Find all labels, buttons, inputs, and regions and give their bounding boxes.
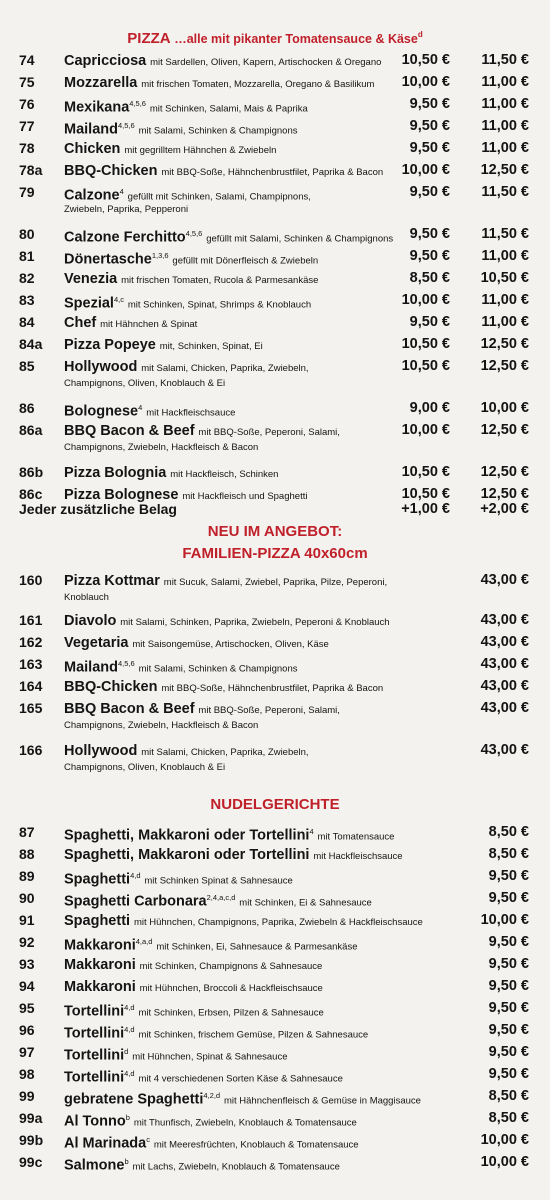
noodle-item-number: 99b	[19, 1132, 44, 1148]
pizza-item-description	[64, 312, 394, 335]
pizza-item-row	[0, 160, 550, 182]
pizza-item-ingredients: mit frischen Tomaten, Rucola & Parmesankäse	[121, 275, 319, 286]
pizza-item-price-large: 12,50 €	[480, 422, 529, 438]
pizza-item-price-small: 8,50 €	[409, 270, 450, 286]
noodle-item-number: 92	[19, 934, 35, 950]
pizza-item-price-large: 11,00 €	[481, 292, 529, 308]
pizza-item-ingredients: mit Hackfleisch und Spaghetti	[182, 491, 308, 502]
noodle-item-ingredients: mit Hackfleischsauce	[313, 851, 403, 862]
noodle-item-number: 94	[19, 978, 35, 994]
pizza-item-row	[0, 268, 550, 290]
pizza-item-number: 82	[19, 270, 35, 286]
noodle-item-ingredients: mit Lachs, Zwiebeln, Knoblauch & Tomatensauce	[132, 1161, 340, 1173]
noodle-item-number: 99	[19, 1088, 35, 1104]
pizza-item-number: 79	[19, 184, 35, 200]
family-pizza-new-offer-title: NEU IM ANGEBOT:	[207, 523, 343, 540]
pizza-item-name: Pizza Bolognese	[64, 487, 179, 503]
extra-topping-price-small: +1,00 €	[401, 501, 450, 517]
pizza-item-price-large: 12,50 €	[480, 336, 529, 352]
family-pizza-item-allergen-codes: 4,5,6	[117, 659, 135, 668]
noodle-item-row	[0, 976, 550, 998]
noodle-item-price-large: 10,00 €	[480, 912, 529, 928]
family-pizza-item-name: Diavolo	[64, 613, 117, 629]
family-pizza-item-number: 166	[19, 742, 43, 758]
noodle-item-row	[0, 954, 550, 976]
pizza-item-name: Pizza Popeye	[64, 337, 156, 353]
family-pizza-item-description	[64, 676, 394, 699]
pizza-item-row	[0, 246, 550, 268]
noodle-item-row	[0, 1130, 550, 1152]
noodle-item-allergen-codes: 4,d	[124, 1003, 135, 1012]
noodle-item-price-large: 8,50 €	[488, 1088, 529, 1104]
pizza-item-number: 81	[19, 248, 35, 264]
noodle-item-price-large: 9,50 €	[488, 934, 529, 950]
noodle-item-price-large: 9,50 €	[488, 978, 529, 994]
noodle-item-name: Spaghetti	[64, 913, 131, 929]
pizza-item-price-small: 9,50 €	[409, 140, 450, 156]
noodle-item-number: 99a	[19, 1110, 43, 1126]
pizza-item-description	[64, 334, 394, 357]
family-pizza-item-price-large: 43,00 €	[480, 634, 529, 650]
noodle-item-allergen-codes: 4,2,d	[203, 1091, 221, 1100]
noodle-item-price-large: 9,50 €	[488, 1066, 529, 1082]
pizza-item-description	[64, 356, 394, 379]
pizza-item-name: Venezia	[64, 271, 118, 287]
family-pizza-item-row	[0, 676, 550, 698]
noodle-item-allergen-codes: 4	[309, 827, 314, 836]
family-pizza-item-price-large: 43,00 €	[480, 700, 529, 716]
pizza-item-ingredients: mit Salami, Schinken & Champignons	[138, 125, 298, 137]
noodle-item-price-large: 10,00 €	[480, 1154, 529, 1170]
noodle-item-row	[0, 998, 550, 1020]
family-pizza-item-number: 164	[19, 678, 43, 694]
pizza-item-number: 80	[19, 226, 35, 242]
noodle-item-ingredients: mit Thunfisch, Zwiebeln, Knoblauch & Tomatensauce	[133, 1117, 357, 1129]
family-pizza-item-ingredients: mit Salami, Chicken, Paprika, Zwiebeln,	[141, 747, 309, 758]
family-pizza-item-description	[64, 570, 394, 593]
family-pizza-item-name: Vegetaria	[64, 635, 129, 651]
pizza-item-price-large: 12,50 €	[480, 486, 529, 502]
pizza-item-price-small: 9,50 €	[409, 248, 450, 264]
pizza-item-description	[64, 462, 394, 485]
pizza-item-name: Chicken	[64, 141, 121, 157]
pizza-item-number: 77	[19, 118, 35, 134]
noodle-item-price-large: 9,50 €	[488, 868, 529, 884]
family-pizza-item-description	[64, 740, 394, 763]
noodle-item-allergen-codes: d	[124, 1047, 129, 1056]
pizza-item-description	[64, 138, 394, 161]
pizza-item-price-small: 9,50 €	[409, 184, 450, 200]
noodle-item-name: Tortellini	[64, 1003, 125, 1020]
pizza-item-description	[64, 72, 394, 95]
noodle-item-allergen-codes: 4,a,d	[135, 937, 153, 946]
family-pizza-item-number: 160	[19, 572, 43, 588]
family-pizza-item-price-large: 43,00 €	[480, 572, 529, 588]
pizza-item-allergen-codes: 1,3,6	[151, 251, 169, 260]
pizza-item-number: 86c	[19, 486, 43, 502]
noodle-item-row	[0, 866, 550, 888]
noodle-item-number: 96	[19, 1022, 35, 1038]
noodle-item-name: Makkaroni	[64, 979, 136, 995]
pizza-item-price-small: 9,50 €	[409, 96, 450, 112]
noodle-item-allergen-codes: b	[125, 1113, 130, 1122]
pizza-item-name: Mexikana	[64, 99, 130, 116]
noodle-item-number: 93	[19, 956, 35, 972]
pizza-item-price-large: 11,50 €	[481, 52, 529, 68]
noodle-item-price-large: 8,50 €	[488, 846, 529, 862]
pizza-item-price-small: 10,00 €	[401, 292, 450, 308]
noodle-item-name: Al Marinada	[64, 1135, 147, 1152]
noodle-item-number: 99c	[19, 1154, 43, 1170]
pizza-item-number: 86b	[19, 464, 44, 480]
pizza-item-price-large: 10,50 €	[480, 270, 529, 286]
pizza-item-description	[64, 160, 394, 183]
family-pizza-item-ingredients: mit Salami, Schinken, Paprika, Zwiebeln, Peperoni & Knoblauch	[120, 617, 390, 628]
pizza-item-row	[0, 420, 550, 442]
pizza-item-ingredients: mit Hähnchen & Spinat	[100, 319, 198, 330]
noodle-item-row	[0, 1152, 550, 1174]
noodle-item-ingredients: mit Schinken Spinat & Sahnesauce	[144, 875, 293, 887]
family-pizza-item-row	[0, 610, 550, 632]
pizza-item-number: 86	[19, 400, 35, 416]
noodle-item-row	[0, 1020, 550, 1042]
noodle-item-row	[0, 1108, 550, 1130]
pizza-item-row	[0, 312, 550, 334]
pizza-item-allergen-codes: 4,5,6	[129, 99, 146, 108]
noodle-item-name: Al Tonno	[64, 1113, 126, 1130]
pizza-item-price-large: 12,50 €	[480, 358, 529, 374]
pizza-item-ingredients: mit, Schinken, Spinat, Ei	[159, 341, 263, 352]
noodle-item-number: 98	[19, 1066, 35, 1082]
pizza-item-number: 74	[19, 52, 35, 68]
family-pizza-item-description	[64, 610, 394, 633]
noodle-item-number: 87	[19, 824, 35, 840]
family-pizza-item-description	[64, 698, 394, 721]
pizza-item-ingredients: mit frischen Tomaten, Mozzarella, Oregano & Basilikum	[141, 79, 375, 90]
noodle-item-name: Salmone	[64, 1157, 125, 1174]
pizza-item-number: 84a	[19, 336, 43, 352]
family-pizza-item-ingredients: mit Sucuk, Salami, Zwiebel, Paprika, Pilze, Peperoni,	[163, 577, 388, 588]
family-pizza-item-row	[0, 698, 550, 720]
noodle-item-name: Spaghetti, Makkaroni oder Tortellini	[64, 827, 310, 844]
pizza-item-price-large: 11,00 €	[481, 96, 529, 112]
pizza-item-name: Calzone	[64, 187, 120, 204]
noodle-item-description	[64, 844, 403, 867]
noodle-item-name: gebratene Spaghetti	[64, 1091, 204, 1108]
pizza-section-title	[0, 30, 550, 47]
family-pizza-item-name: Hollywood	[64, 743, 138, 759]
pizza-item-ingredients-continued: Champignons, Zwiebeln, Hackfleisch & Bacon	[64, 442, 259, 453]
pizza-subtitle: …alle mit pikanter Tomatensauce & Käse	[174, 32, 418, 46]
family-pizza-item-number: 165	[19, 700, 43, 716]
pizza-item-price-small: 9,00 €	[409, 400, 450, 416]
pizza-item-ingredients-continued: Zwiebeln, Paprika, Pepperoni	[64, 204, 189, 215]
noodle-item-name: Spaghetti, Makkaroni oder Tortellini	[64, 847, 310, 863]
pizza-item-allergen-codes: 4,5,6	[117, 121, 135, 130]
pizza-item-price-small: 9,50 €	[409, 314, 450, 330]
family-pizza-item-ingredients-continued: Champignons, Zwiebeln, Hackfleisch & Bacon	[64, 720, 259, 731]
noodle-item-number: 89	[19, 868, 35, 884]
noodle-item-ingredients: mit 4 verschiedenen Sorten Käse & Sahnesauce	[138, 1073, 343, 1085]
pizza-item-row	[0, 138, 550, 160]
family-pizza-item-price-large: 43,00 €	[480, 742, 529, 758]
pizza-item-number: 75	[19, 74, 35, 90]
pizza-item-name: Capricciosa	[64, 53, 147, 69]
noodle-item-row	[0, 910, 550, 932]
pizza-item-row	[0, 462, 550, 484]
noodle-item-description	[64, 954, 394, 977]
pizza-item-allergen-codes: 4,c	[113, 295, 124, 304]
noodle-item-number: 97	[19, 1044, 35, 1060]
pizza-subtitle-sup: d	[417, 30, 423, 39]
pizza-item-number: 86a	[19, 422, 43, 438]
pizza-item-name: Bolognese	[64, 403, 139, 420]
pizza-item-price-small: 10,50 €	[401, 52, 450, 68]
extra-topping-price-large: +2,00 €	[480, 501, 529, 517]
pizza-item-number: 78	[19, 140, 35, 156]
family-pizza-item-ingredients: mit BBQ-Soße, Hähnchenbrustfilet, Paprika & Bacon	[161, 683, 384, 694]
noodle-item-description	[64, 976, 394, 999]
extra-topping-label: Jeder zusätzliche Belag	[19, 501, 177, 517]
pizza-item-allergen-codes: 4	[138, 403, 143, 412]
pizza-item-row	[0, 94, 550, 116]
pizza-item-price-large: 11,00 €	[481, 248, 529, 264]
noodle-item-price-large: 9,50 €	[488, 1044, 529, 1060]
pizza-item-allergen-codes: 4,5,6	[185, 229, 203, 238]
family-pizza-item-price-large: 43,00 €	[480, 612, 529, 628]
noodle-item-name: Tortellini	[64, 1047, 125, 1064]
pizza-item-price-small: 10,50 €	[401, 464, 450, 480]
pizza-item-price-small: 10,00 €	[401, 74, 450, 90]
pizza-item-ingredients-continued: Champignons, Oliven, Knoblauch & Ei	[64, 378, 226, 389]
family-pizza-item-number: 163	[19, 656, 43, 672]
pizza-item-price-large: 11,50 €	[481, 184, 529, 200]
family-pizza-item-row	[0, 570, 550, 592]
noodle-item-allergen-codes: 2,4,a,c,d	[206, 893, 236, 902]
pizza-item-ingredients: mit Hackfleisch, Schinken	[170, 469, 279, 480]
pizza-item-price-large: 12,50 €	[480, 464, 529, 480]
noodle-item-ingredients: mit Hühnchen, Broccoli & Hackfleischsauce	[139, 983, 323, 994]
noodle-item-allergen-codes: 4,d	[124, 1069, 135, 1078]
pizza-item-ingredients: gefüllt mit Schinken, Salami, Champipnons,	[127, 191, 311, 203]
family-pizza-item-price-large: 43,00 €	[480, 656, 529, 672]
pizza-item-name: Chef	[64, 315, 97, 331]
pizza-item-number: 78a	[19, 162, 43, 178]
noodle-item-ingredients: mit Schinken, Champignons & Sahnesauce	[139, 961, 323, 972]
noodle-item-ingredients: mit Hühnchen, Champignons, Paprika, Zwiebeln & Hackfleischsauce	[133, 917, 423, 928]
pizza-item-price-small: 10,00 €	[401, 422, 450, 438]
noodle-item-price-large: 8,50 €	[488, 824, 529, 840]
pizza-item-row	[0, 224, 550, 246]
noodle-item-allergen-codes: c	[146, 1135, 150, 1144]
noodle-item-ingredients: mit Hähnchenfleisch & Gemüse in Maggisauce	[223, 1095, 421, 1107]
pizza-title: PIZZA	[127, 30, 171, 47]
pizza-item-name: BBQ Bacon & Beef	[64, 423, 195, 439]
extra-topping-row	[0, 499, 550, 521]
pizza-item-description	[64, 268, 394, 291]
noodle-item-ingredients: mit Tomatensauce	[317, 831, 395, 843]
pizza-item-price-small: 9,50 €	[409, 226, 450, 242]
noodle-item-ingredients: mit Schinken, frischem Gemüse, Pilzen & Sahnesauce	[138, 1029, 369, 1041]
noodle-item-number: 88	[19, 846, 35, 862]
pizza-item-price-small: 10,00 €	[401, 162, 450, 178]
family-pizza-item-name: Pizza Kottmar	[64, 573, 160, 589]
noodle-item-number: 90	[19, 890, 35, 906]
noodle-item-row	[0, 932, 550, 954]
pizza-item-row	[0, 72, 550, 94]
pizza-item-price-large: 12,50 €	[480, 162, 529, 178]
family-pizza-title: FAMILIEN-PIZZA 40x60cm	[182, 545, 368, 562]
noodle-item-row	[0, 1086, 550, 1108]
noodle-item-price-large: 8,50 €	[488, 1110, 529, 1126]
family-pizza-item-price-large: 43,00 €	[480, 678, 529, 694]
pizza-item-ingredients: mit Salami, Chicken, Paprika, Zwiebeln,	[141, 363, 309, 374]
pizza-item-price-large: 11,00 €	[481, 74, 529, 90]
pizza-item-description	[64, 420, 394, 443]
pizza-item-name: Mozzarella	[64, 75, 138, 91]
noodle-item-name: Tortellini	[64, 1069, 125, 1086]
family-pizza-item-row	[0, 632, 550, 654]
noodle-item-name: Spaghetti	[64, 871, 131, 888]
noodle-item-row	[0, 888, 550, 910]
noodle-item-ingredients: mit Meeresfrüchten, Knoblauch & Tomatensauce	[153, 1139, 359, 1151]
family-pizza-item-number: 162	[19, 634, 43, 650]
pizza-item-ingredients: mit Sardellen, Oliven, Kapern, Artischocken & Oregano	[150, 57, 382, 68]
pizza-item-description	[64, 50, 394, 73]
noodle-item-description	[64, 910, 423, 933]
family-pizza-item-ingredients-continued: Champignons, Oliven, Knoblauch & Ei	[64, 762, 226, 773]
pizza-item-ingredients: gefüllt mit Salami, Schinken & Champignons	[206, 233, 394, 245]
pizza-item-price-small: 10,50 €	[401, 486, 450, 502]
pizza-item-ingredients: mit BBQ-Soße, Hähnchenbrustfilet, Paprika & Bacon	[161, 167, 384, 178]
pizza-item-name: BBQ-Chicken	[64, 163, 158, 179]
pizza-item-ingredients: mit Schinken, Salami, Mais & Paprika	[149, 103, 308, 115]
pizza-item-number: 83	[19, 292, 35, 308]
pizza-item-ingredients: mit gegrilltem Hähnchen & Zwiebeln	[124, 145, 277, 156]
pizza-item-price-small: 10,50 €	[401, 336, 450, 352]
family-pizza-item-ingredients: mit Salami, Schinken & Champignons	[138, 663, 298, 675]
family-pizza-item-description	[64, 632, 394, 655]
pizza-item-ingredients: mit BBQ-Soße, Peperoni, Salami,	[198, 427, 340, 438]
noodle-item-allergen-codes: 4,d	[130, 871, 141, 880]
family-pizza-item-name: BBQ Bacon & Beef	[64, 701, 195, 717]
noodle-item-row	[0, 822, 550, 844]
noodle-item-price-large: 9,50 €	[488, 956, 529, 972]
pizza-item-ingredients: mit Schinken, Spinat, Shrimps & Knoblauch	[127, 299, 312, 311]
noodle-item-name: Makkaroni	[64, 957, 136, 973]
noodle-item-price-large: 9,50 €	[488, 1000, 529, 1016]
pizza-item-name: Dönertasche	[64, 251, 152, 268]
pizza-item-price-large: 11,00 €	[481, 118, 529, 134]
pizza-item-price-large: 11,50 €	[481, 226, 529, 242]
pizza-item-row	[0, 116, 550, 138]
pizza-item-row	[0, 334, 550, 356]
noodle-item-row	[0, 1042, 550, 1064]
noodles-section-title: NUDELGERICHTE	[210, 796, 340, 813]
noodle-item-ingredients: mit Schinken, Erbsen, Pilzen & Sahnesauce	[138, 1007, 324, 1019]
pizza-item-name: Mailand	[64, 121, 118, 138]
pizza-item-price-large: 11,00 €	[481, 314, 529, 330]
noodle-item-row	[0, 1064, 550, 1086]
family-pizza-item-row	[0, 654, 550, 676]
family-pizza-item-ingredients-continued: Knoblauch	[64, 592, 109, 603]
noodle-item-name: Spaghetti Carbonara	[64, 893, 207, 910]
pizza-item-price-large: 11,00 €	[481, 140, 529, 156]
pizza-item-number: 76	[19, 96, 35, 112]
pizza-item-price-large: 10,00 €	[480, 400, 529, 416]
family-pizza-item-number: 161	[19, 612, 43, 628]
pizza-item-price-small: 9,50 €	[409, 118, 450, 134]
pizza-item-ingredients: gefüllt mit Dönerfleisch & Zwiebeln	[172, 255, 319, 267]
pizza-item-ingredients: mit Hackfleischsauce	[146, 407, 236, 419]
pizza-item-name: Hollywood	[64, 359, 138, 375]
noodle-item-ingredients: mit Schinken, Ei & Sahnesauce	[239, 897, 372, 909]
family-pizza-item-name: Mailand	[64, 659, 118, 676]
pizza-item-row	[0, 290, 550, 312]
pizza-item-number: 84	[19, 314, 35, 330]
noodle-item-number: 91	[19, 912, 35, 928]
family-pizza-item-ingredients: mit Saisongemüse, Artischocken, Oliven, Käse	[132, 639, 329, 650]
noodle-item-name: Tortellini	[64, 1025, 125, 1042]
pizza-item-name: Spezial	[64, 295, 114, 312]
noodle-item-allergen-codes: b	[124, 1157, 129, 1166]
pizza-item-row	[0, 50, 550, 72]
pizza-item-name: Calzone Ferchitto	[64, 229, 186, 246]
family-pizza-item-name: BBQ-Chicken	[64, 679, 158, 695]
pizza-item-name: Pizza Bolognia	[64, 465, 167, 481]
pizza-item-allergen-codes: 4	[119, 187, 124, 196]
pizza-item-row	[0, 182, 550, 204]
noodle-item-ingredients: mit Hühnchen, Spinat & Sahnesauce	[132, 1051, 288, 1063]
noodle-item-row	[0, 844, 550, 866]
family-pizza-item-ingredients: mit BBQ-Soße, Peperoni, Salami,	[198, 705, 340, 716]
pizza-item-price-small: 10,50 €	[401, 358, 450, 374]
noodle-item-description	[64, 1152, 394, 1178]
noodle-item-price-large: 10,00 €	[480, 1132, 529, 1148]
noodle-item-name: Makkaroni	[64, 937, 136, 954]
pizza-item-number: 85	[19, 358, 35, 374]
family-pizza-item-row	[0, 740, 550, 762]
pizza-item-row	[0, 356, 550, 378]
noodle-item-number: 95	[19, 1000, 35, 1016]
pizza-item-row	[0, 398, 550, 420]
noodle-item-ingredients: mit Schinken, Ei, Sahnesauce & Parmesankäse	[156, 941, 358, 953]
noodle-item-price-large: 9,50 €	[488, 1022, 529, 1038]
noodle-item-allergen-codes: 4,d	[124, 1025, 135, 1034]
noodle-item-price-large: 9,50 €	[488, 890, 529, 906]
